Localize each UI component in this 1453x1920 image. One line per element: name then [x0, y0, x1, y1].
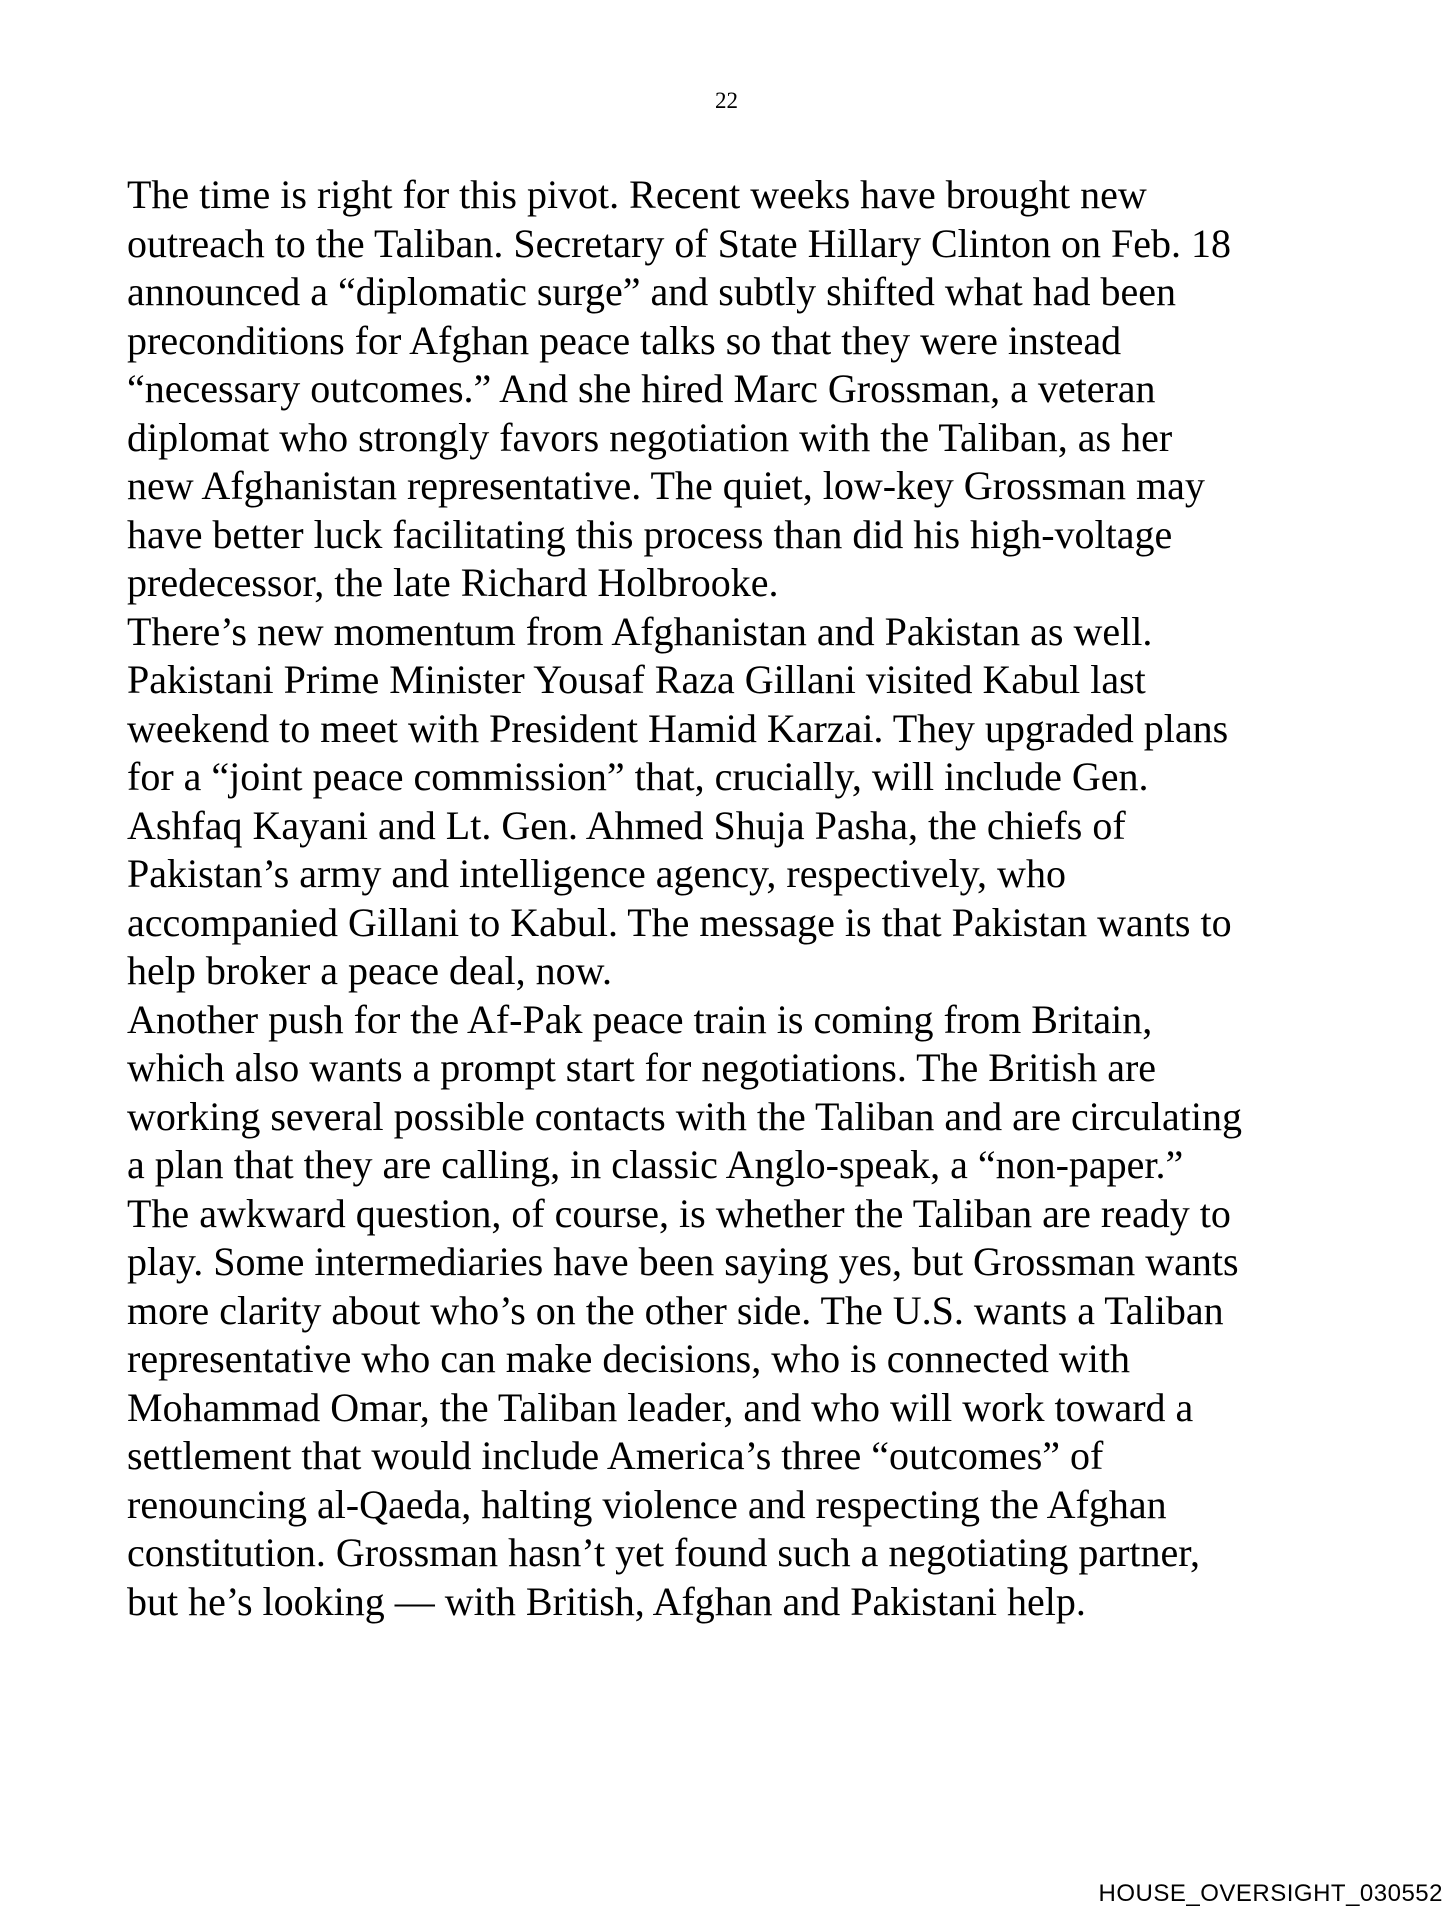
text-line: Mohammad Omar, the Taliban leader, and who will work toward a [127, 1384, 1194, 1430]
text-line: new Afghanistan representative. The quiet, low-key Grossman may [127, 463, 1205, 508]
text-line: play. Some intermediaries have been saying yes, but Grossman wants [127, 1239, 1239, 1284]
text-line: announced a “diplomatic surge” and subtly shifted what had been [127, 269, 1176, 314]
text-line: more clarity about who’s on the other side. The U.S. wants a Taliban [127, 1287, 1224, 1333]
text-line: settlement that would include America’s three “outcomes” of [127, 1433, 1104, 1478]
text-line: preconditions for Afghan peace talks so that they were instead [127, 317, 1122, 363]
text-line: outreach to the Taliban. Secretary of State Hillary Clinton on Feb. 18 [127, 220, 1231, 266]
text-line: representative who can make decisions, who is connected with [127, 1336, 1131, 1381]
text-line: diplomat who strongly favors negotiation with the Taliban, as her [127, 414, 1173, 460]
text-line: but he’s looking — with British, Afghan and Pakistani help. [127, 1578, 1086, 1624]
text-line: The time is right for this pivot. Recent weeks have brought new [127, 172, 1147, 217]
text-line: constitution. Grossman hasn’t yet found such a negotiating partner, [127, 1530, 1201, 1575]
text-line: have better luck facilitating this process than did his high-voltage [127, 511, 1173, 557]
text-line: “necessary outcomes.” And she hired Marc Grossman, a veteran [127, 366, 1156, 411]
text-line: a plan that they are calling, in classic Anglo-speak, a “non-paper.” [127, 1142, 1184, 1187]
text-line: Ashfaq Kayani and Lt. Gen. Ahmed Shuja Pasha, the chiefs of [127, 802, 1126, 848]
text-line: Pakistani Prime Minister Yousaf Raza Gillani visited Kabul last [127, 657, 1146, 702]
text-line: for a “joint peace commission” that, crucially, will include Gen. [127, 754, 1149, 799]
text-line: predecessor, the late Richard Holbrooke. [127, 560, 779, 605]
text-line: Pakistan’s army and intelligence agency, respectively, who [127, 851, 1066, 896]
text-line: weekend to meet with President Hamid Karzai. They upgraded plans [127, 705, 1229, 751]
bates-number: HOUSE_OVERSIGHT_030552 [1098, 1880, 1443, 1907]
text-line: There’s new momentum from Afghanistan and Pakistan as well. [127, 608, 1153, 654]
text-line: Another push for the Af-Pak peace train is coming from Britain, [127, 996, 1153, 1042]
text-line: accompanied Gillani to Kabul. The message is that Pakistan wants to [127, 899, 1232, 945]
text-line: which also wants a prompt start for negotiations. The British are [127, 1045, 1157, 1090]
text-line: renouncing al-Qaeda, halting violence and respecting the Afghan [127, 1481, 1167, 1527]
body-text [127, 171, 1342, 1626]
text-line: working several possible contacts with the Taliban and are circulating [127, 1093, 1242, 1139]
text-line: help broker a peace deal, now. [127, 948, 612, 993]
text-line: The awkward question, of course, is whether the Taliban are ready to [127, 1190, 1231, 1236]
page-number: 22 [715, 88, 738, 113]
